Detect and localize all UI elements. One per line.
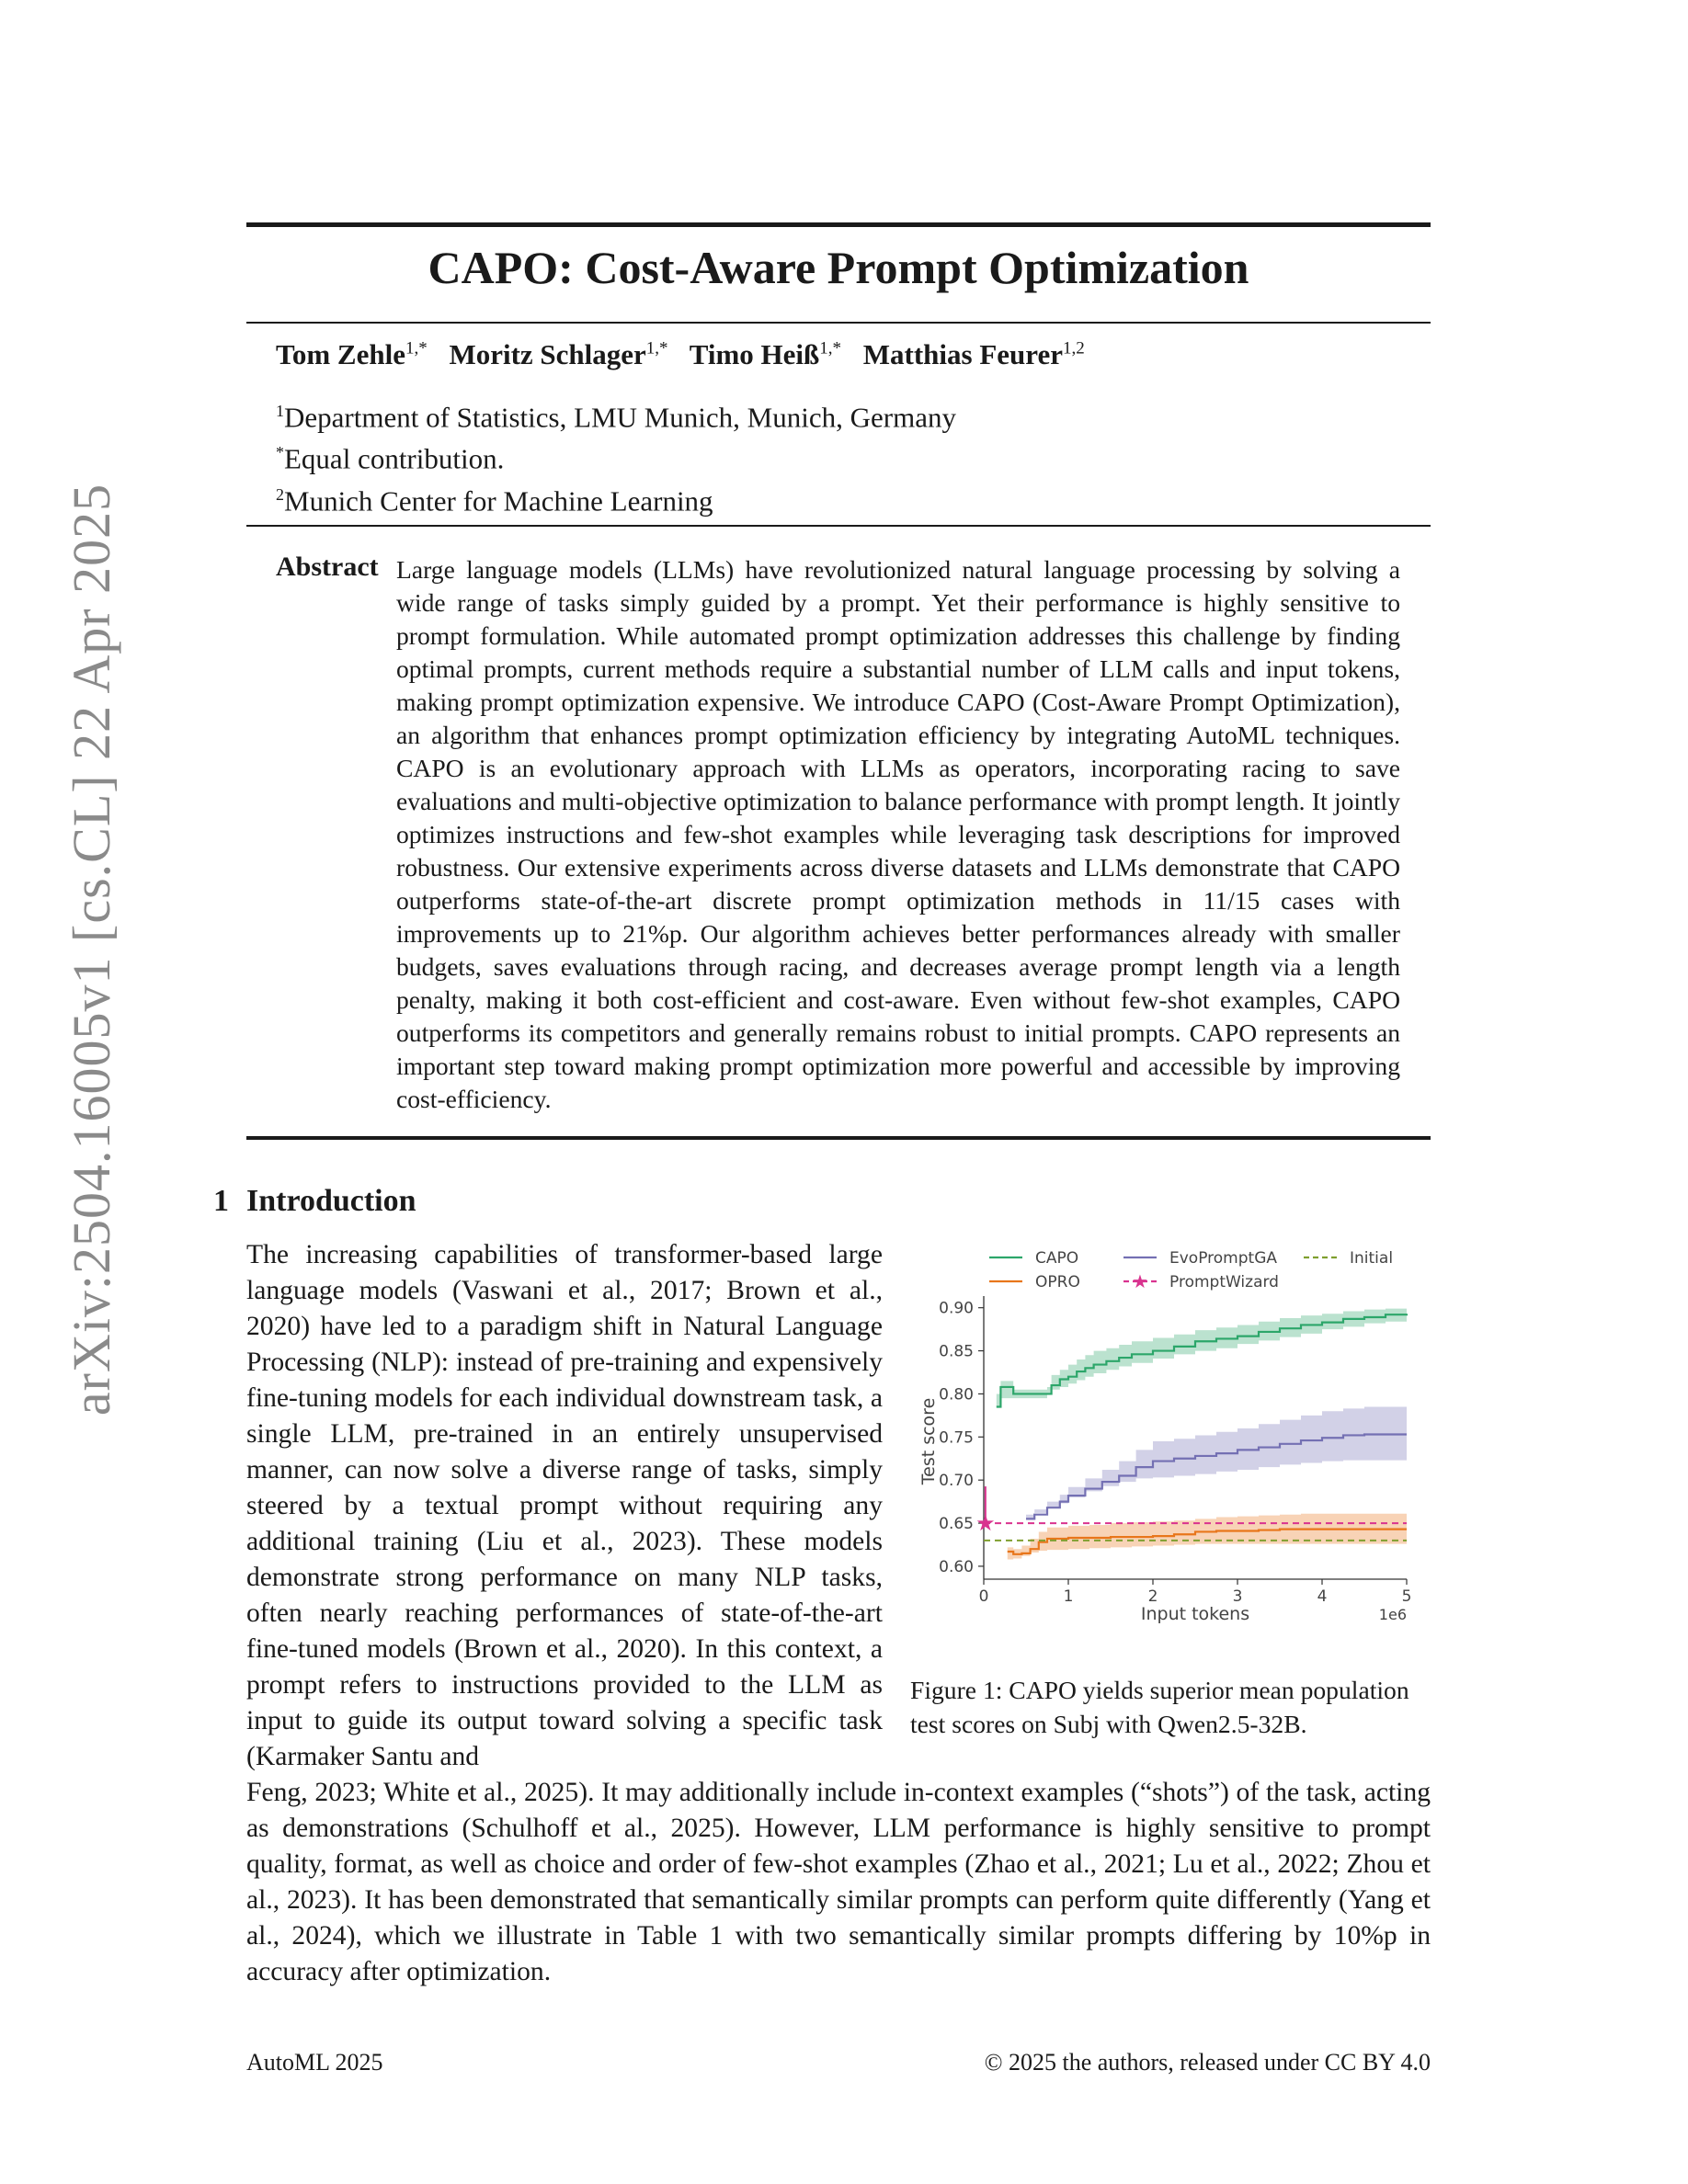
affiliations (276, 393, 956, 518)
author (276, 338, 428, 370)
x-tick-label: 4 (1317, 1587, 1328, 1606)
figure-caption: Figure 1: CAPO yields superior mean population test scores on Subj with Qwen2.5-32B. (910, 1676, 1409, 1738)
author-list (276, 338, 1100, 371)
abstract-bottom-rule (246, 1136, 1431, 1140)
author-name: Matthias Feurer (862, 338, 1064, 370)
y-tick-label: 0.85 (939, 1342, 974, 1361)
author-name: Timo Heiß (689, 338, 820, 370)
title-rule (246, 322, 1431, 324)
affiliation-text: Equal contribution. (284, 442, 505, 475)
author-affil-mark: 1,* (819, 338, 842, 358)
arxiv-identifier: arXiv:2504.16005v1 [cs.CL] 22 Apr 2025 (62, 483, 121, 1416)
affiliation (276, 393, 956, 435)
promptwizard-marker: ★ (975, 1512, 996, 1537)
x-tick-label: 0 (978, 1587, 989, 1606)
author-affil-mark: 1,* (405, 338, 428, 358)
legend-label: Initial (1350, 1249, 1394, 1268)
affiliation-mark: 1 (276, 402, 284, 420)
capo-band (997, 1308, 1407, 1407)
author-affil-mark: 1,* (645, 338, 668, 358)
section-number: 1 (213, 1184, 229, 1218)
y-tick-label: 0.65 (939, 1515, 974, 1534)
author-affil-mark: 1,2 (1063, 338, 1085, 358)
author (449, 338, 667, 370)
x-tick-label: 3 (1232, 1587, 1243, 1606)
legend-label: PromptWizard (1169, 1273, 1279, 1291)
affiliation-mark: * (276, 443, 284, 462)
figure-1-chart (910, 1243, 1431, 1671)
author-name: Tom Zehle (276, 338, 405, 370)
affiliation-text: Department of Statistics, LMU Munich, Munich, Germany (284, 401, 956, 434)
y-tick-label: 0.70 (939, 1472, 974, 1491)
y-tick-label: 0.80 (939, 1385, 974, 1405)
affiliation (276, 435, 956, 476)
intro-paragraph-column: The increasing capabilities of transformer-based large language models (Vaswani et al., 2017; Brown et al., 2020) have led to a paradigm shift in Natural Language Processing (NLP): instead of pre-training and expensively fine-tuning models for each individual downstream task, a single LLM, pre-trained in an entirely unsupervised manner, can now solve a diverse range of tasks, simply steered by a textual prompt without requiring any additional training (Liu et al., 2023). These models demonstrate strong performance on many NLP tasks, often nearly reaching performances of state-of-the-art fine-tuned models (Brown et al., 2020). In this context, a prompt refers to instructions provided to the LLM as input to guide its output toward solving a specific task (Karmaker Santu and (246, 1240, 883, 1771)
opro-band (1008, 1514, 1407, 1560)
legend-marker-promptwizard: ★ (1132, 1270, 1148, 1292)
x-tick-label: 5 (1401, 1587, 1412, 1606)
x-tick-label: 1 (1063, 1587, 1074, 1606)
footer-license: © 2025 the authors, released under CC BY 4.0 (984, 2049, 1431, 2076)
abstract-text: Large language models (LLMs) have revolutionized natural language processing by solving a wide range of tasks simply guided by a prompt. Yet their performance is highly sensitive to prompt formulation. While automated prompt optimization addresses this challenge by finding optimal prompts, current methods require a substantial number of LLM calls and input tokens, making prompt optimization expensive. We introduce CAPO (Cost-Aware Prompt Optimization), an algorithm that enhances prompt optimization efficiency by integrating AutoML techniques. CAPO is an evolutionary approach with LLMs as operators, incorporating racing to save evaluations and multi-objective optimization to balance performance with prompt length. It jointly optimizes instructions and few-shot examples while leveraging task descriptions for improved robustness. Our extensive experiments across diverse datasets and LLMs demonstrate that CAPO outperforms state-of-the-art discrete prompt optimization methods in 11/15 cases with improvements up to 21%p. Our algorithm achieves better performances already with smaller budgets, saves evaluations through racing, and decreases average prompt length via a length penalty, making it both cost-efficient and cost-aware. Even without few-shot examples, CAPO outperforms its competitors and generally remains robust to initial prompts. CAPO represents an important step toward making prompt optimization more powerful and accessible by improving cost-efficiency. (396, 555, 1400, 1113)
author (863, 338, 1085, 370)
y-tick-label: 0.90 (939, 1299, 974, 1318)
x-axis-label: Input tokens (1140, 1604, 1250, 1624)
affiliation-mark: 2 (276, 484, 284, 504)
legend-label: CAPO (1035, 1249, 1079, 1268)
evopromptga-band (1026, 1407, 1407, 1524)
legend-label: EvoPromptGA (1169, 1249, 1277, 1268)
confidence-bands (997, 1308, 1407, 1560)
author-name: Moritz Schlager (449, 338, 646, 370)
capo-line (997, 1314, 1407, 1406)
y-tick-label: 0.60 (939, 1557, 974, 1576)
y-tick-label: 0.75 (939, 1428, 974, 1448)
intro-paragraph-full: Feng, 2023; White et al., 2025). It may additionally include in-context examples (“shots”) of the task, acting as demonstrations (Schulhoff et al., 2025). However, LLM performance is highly sensitive to prompt quality, format, as well as choice and order of few-shot examples (Zhao et al., 2021; Lu et al., 2022; Zhou et al., 2023). It has been demonstrated that semantically similar prompts can perform quite differently (Yang et al., 2024), which we illustrate in Table 1 with two semantically similar prompts differing by 10%p in accuracy after optimization. (246, 1778, 1431, 1986)
affiliation-text: Munich Center for Machine Learning (284, 483, 713, 517)
x-tick-label: 2 (1147, 1587, 1158, 1606)
author (690, 338, 841, 370)
x-axis-multiplier: 1e6 (1378, 1606, 1407, 1623)
y-axis-label: Test score (918, 1397, 939, 1485)
section-title: Introduction (246, 1184, 416, 1218)
abstract-label: Abstract (276, 552, 379, 582)
legend-label: OPRO (1035, 1273, 1080, 1291)
footer-venue: AutoML 2025 (246, 2049, 383, 2076)
top-thick-rule (246, 222, 1431, 227)
abstract-top-rule (246, 525, 1431, 527)
chart-legend (989, 1249, 1393, 1292)
paper-title: CAPO: Cost-Aware Prompt Optimization (428, 242, 1249, 293)
section-heading (213, 1184, 416, 1219)
affiliation (276, 477, 956, 518)
